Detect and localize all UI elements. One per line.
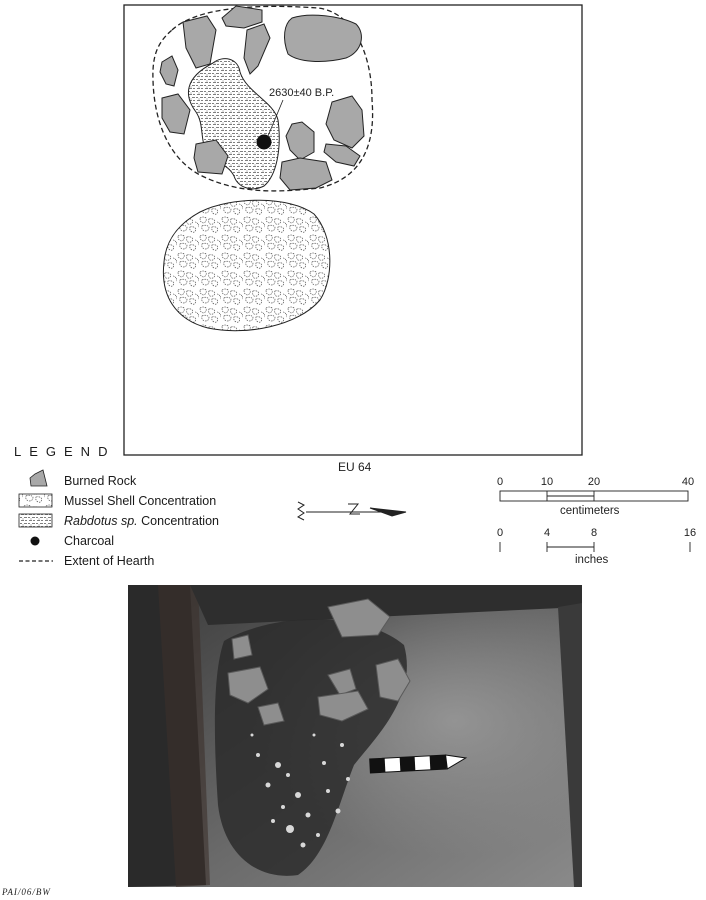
radiocarbon-date-label: 2630±40 B.P. [269,87,335,99]
north-arrow [298,502,406,520]
legend-item-rabdotus [18,512,219,530]
cm-tick-20: 20 [587,476,601,488]
legend-label-mussel-shell: Mussel Shell Concentration [64,494,217,508]
legend-item-burned-rock [18,472,136,490]
legend-label-rabdotus: Rabdotus sp. Concentration [64,514,219,528]
charcoal-sample [257,135,272,150]
legend-item-charcoal [18,532,114,550]
cm-tick-40: 40 [681,476,695,488]
cm-tick-0: 0 [496,476,504,488]
legend-title: LEGEND [14,444,116,459]
in-unit-label: inches [575,554,609,566]
scale-bar-inches [500,542,690,552]
scale-bar-centimeters [500,491,688,501]
in-tick-4: 4 [543,527,551,539]
cm-tick-10: 10 [540,476,554,488]
photo-credit: PAI/06/BW [2,887,51,897]
legend-label-charcoal: Charcoal [64,534,115,548]
mussel-shell-concentration [163,200,329,330]
excavation-unit-label: EU 64 [338,460,372,474]
in-tick-8: 8 [590,527,598,539]
in-tick-16: 16 [683,527,697,539]
excavation-photograph [128,585,582,887]
cm-unit-label: centimeters [560,505,620,517]
legend-label-hearth-extent: Extent of Hearth [64,554,155,568]
legend-item-hearth-extent [18,552,154,570]
in-tick-0: 0 [496,527,504,539]
legend-label-burned-rock: Burned Rock [64,474,137,488]
legend-item-mussel-shell [18,492,216,510]
